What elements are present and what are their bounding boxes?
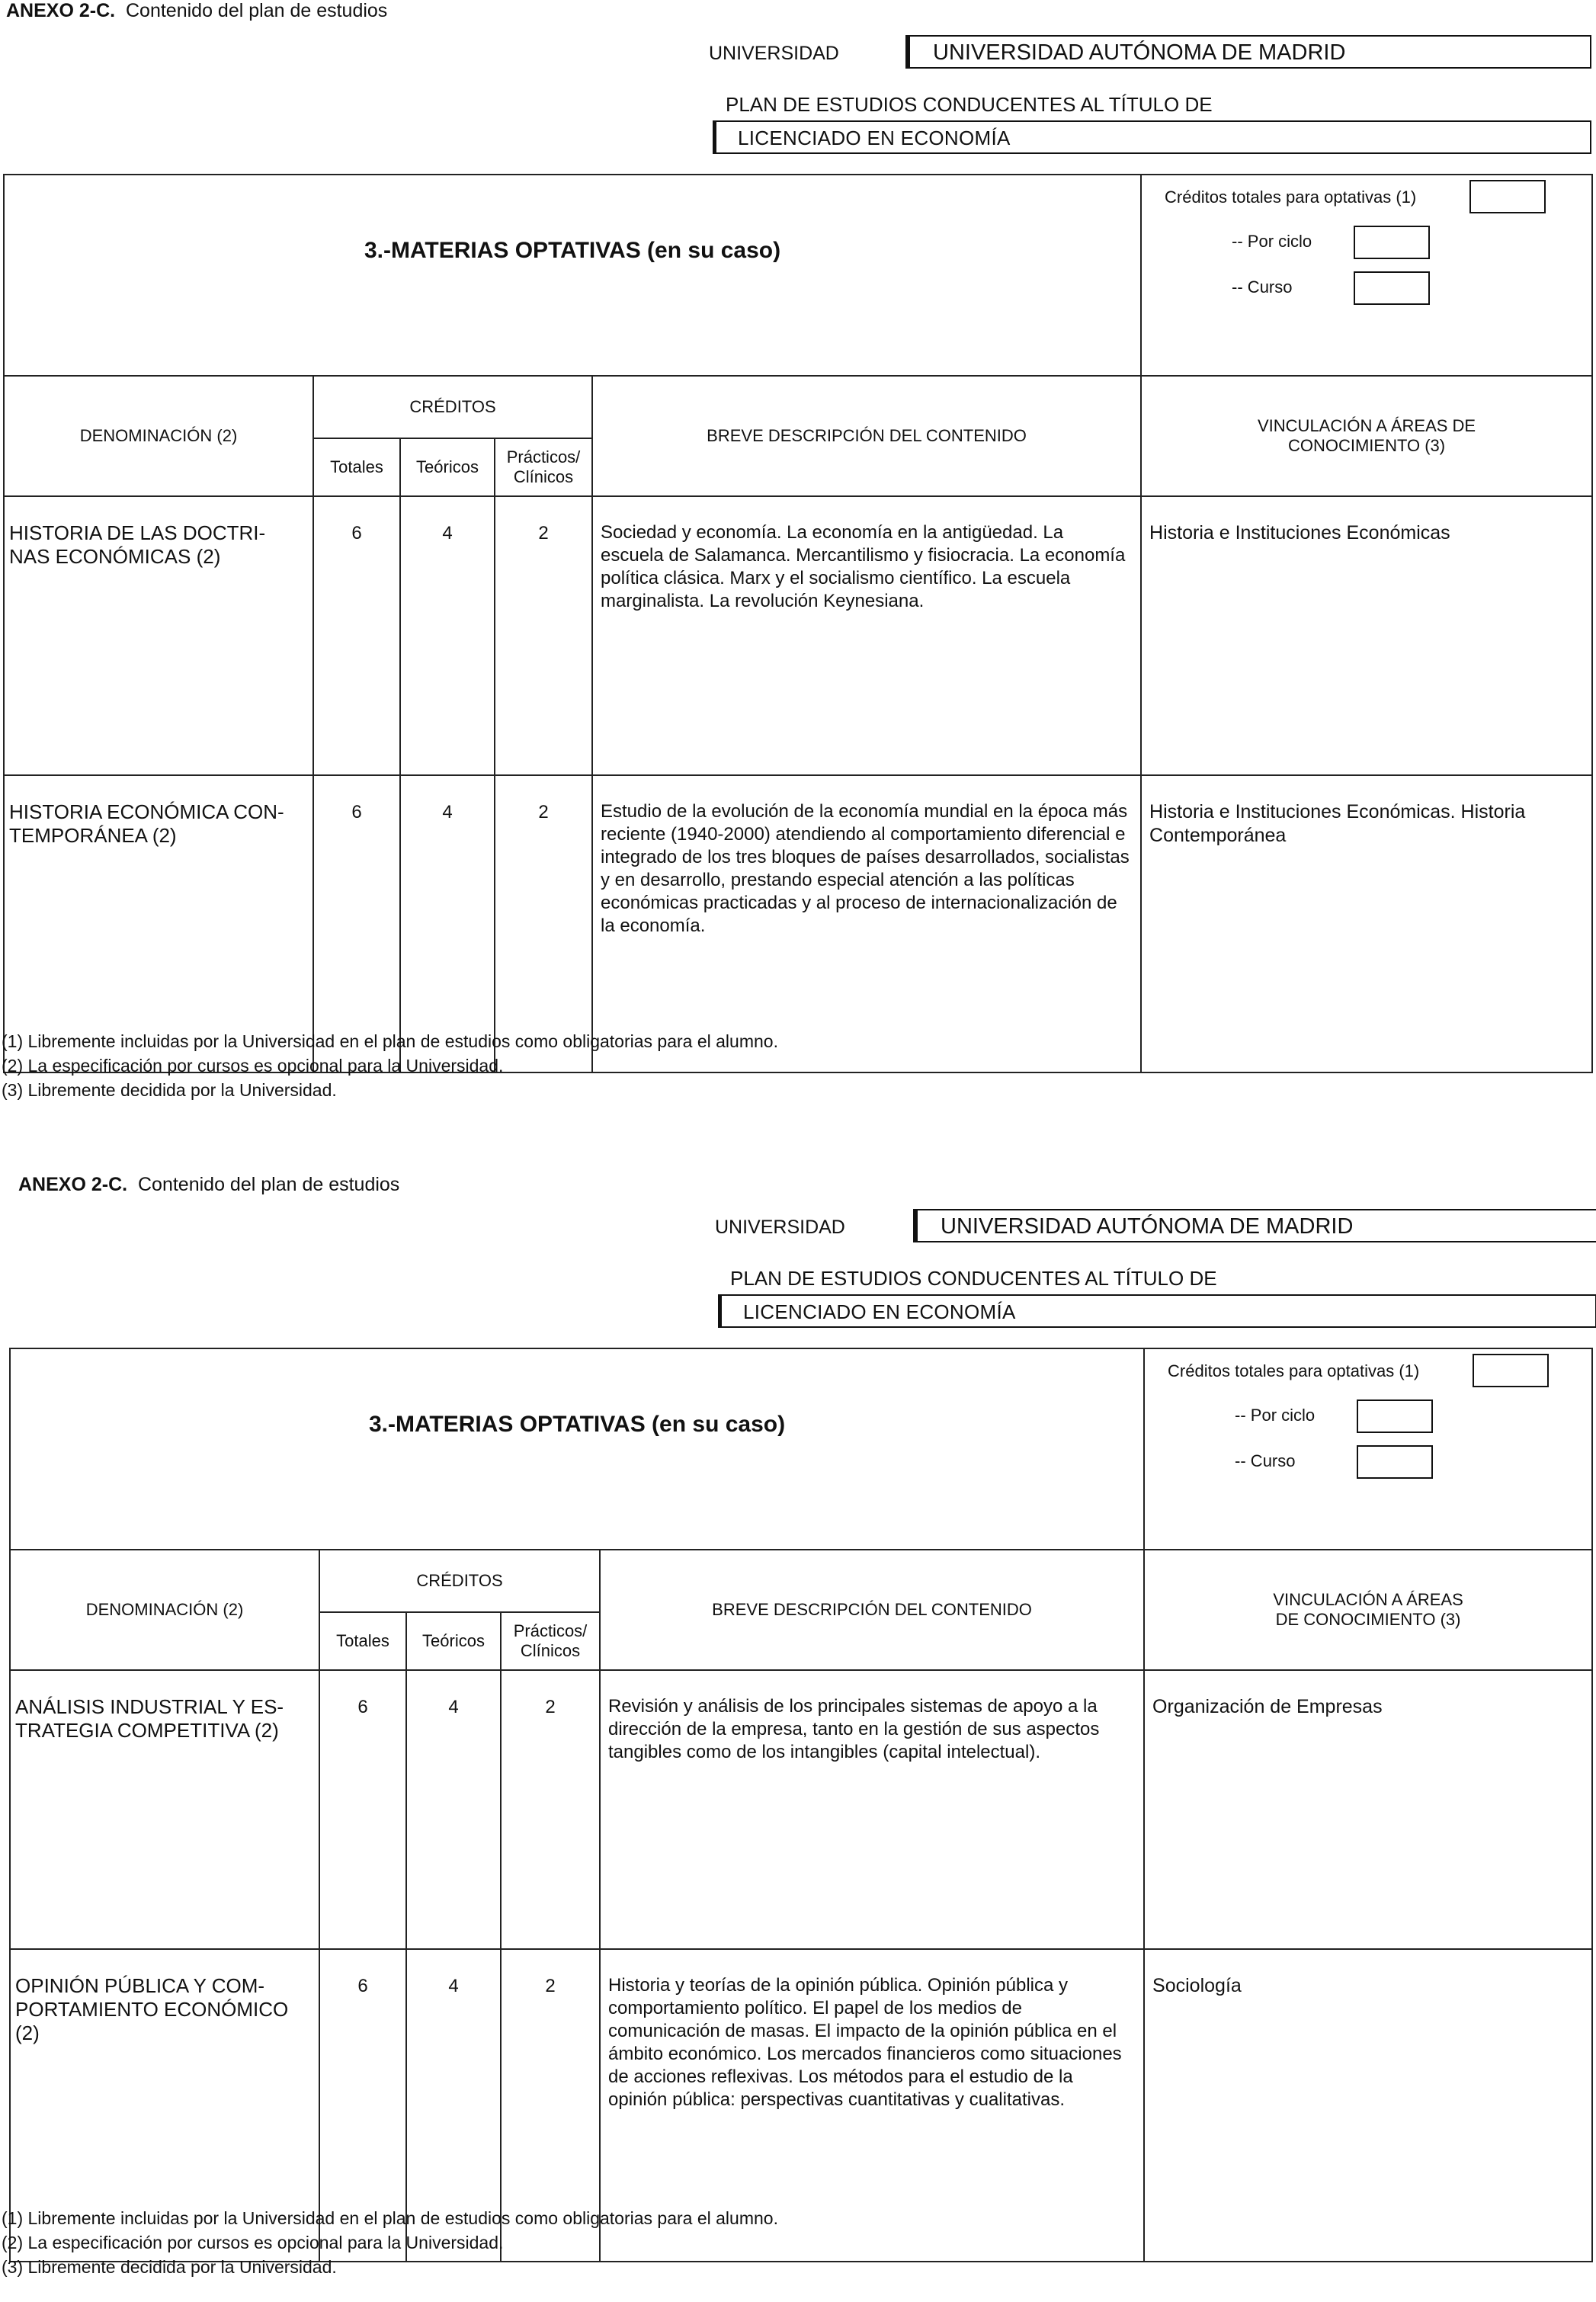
col-totales: Totales xyxy=(313,438,400,496)
materias-table xyxy=(3,174,1593,1073)
col-denominacion: DENOMINACIÓN (2) xyxy=(4,376,313,496)
section-title: 3.-MATERIAS OPTATIVAS (en su caso) xyxy=(10,1348,1144,1550)
vinculacion-cell: Sociología xyxy=(1144,1949,1592,2262)
creditos-totales-box xyxy=(1469,180,1546,213)
anexo-heading: ANEXO 2-C. Contenido del plan de estudios xyxy=(18,1174,400,1195)
table-row xyxy=(10,1670,1592,1949)
footnote: (1) Libremente incluidas por la Universidad en el plan de estudios como obligatorias para el alumno. xyxy=(2,2208,778,2228)
page-2 xyxy=(0,1174,1596,2302)
col-vinculacion: VINCULACIÓN A ÁREAS DE CONOCIMIENTO (3) xyxy=(1141,376,1592,496)
vinculacion-cell: Historia e Instituciones Económicas xyxy=(1141,496,1592,775)
plan-label: PLAN DE ESTUDIOS CONDUCENTES AL TÍTULO DE xyxy=(730,1267,1217,1290)
footnote: (3) Libremente decidida por la Universidad. xyxy=(2,1080,337,1100)
descripcion-cell: Sociedad y economía. La economía en la antigüedad. La escuela de Salamanca. Mercantilismo y fisiocracia. La economía política clásica. Marx y el socialismo científico. La escuela marginalista. La revolución Keynesiana. xyxy=(592,496,1141,775)
footnote: (1) Libremente incluidas por la Universidad en el plan de estudios como obligatorias para el alumno. xyxy=(2,1031,778,1051)
por-ciclo-box xyxy=(1354,226,1430,259)
col-teoricos: Teóricos xyxy=(400,438,495,496)
creditos-totales-label: Créditos totales para optativas (1) xyxy=(1165,188,1417,207)
col-teoricos: Teóricos xyxy=(406,1612,501,1670)
universidad-value-box: UNIVERSIDAD AUTÓNOMA DE MADRID xyxy=(913,1209,1596,1242)
denominacion-cell: ANÁLISIS INDUSTRIAL Y ES-TRATEGIA COMPETITIVA (2) xyxy=(10,1670,319,1949)
universidad-label: UNIVERSIDAD xyxy=(709,43,839,64)
credit-totals-panel xyxy=(1141,175,1592,376)
universidad-value-box: UNIVERSIDAD AUTÓNOMA DE MADRID xyxy=(905,35,1591,69)
descripcion-cell: Historia y teorías de la opinión pública. Opinión pública y comportamiento político. El papel de los medios de comunicación de masas. El impacto de la opinión pública en el ámbito económico. Los mercados financieros como situaciones de acciones reflexivas. Los métodos para el estudio de la opinión pública: perspectivas cuantitativas y cualitativas. xyxy=(600,1949,1144,2262)
teoricos-cell: 4 xyxy=(400,496,495,775)
plan-label: PLAN DE ESTUDIOS CONDUCENTES AL TÍTULO DE xyxy=(726,93,1213,116)
footnote: (2) La especificación por cursos es opcional para la Universidad. xyxy=(2,1056,504,1076)
curso-box xyxy=(1357,1445,1433,1479)
col-practicos: Prácticos/ Clínicos xyxy=(501,1612,600,1670)
page-1 xyxy=(0,0,1596,1128)
col-practicos: Prácticos/ Clínicos xyxy=(495,438,592,496)
practicos-cell: 2 xyxy=(495,496,592,775)
col-creditos: CRÉDITOS xyxy=(319,1550,600,1612)
curso-box xyxy=(1354,271,1430,305)
titulo-value-box: LICENCIADO EN ECONOMÍA xyxy=(718,1294,1596,1328)
denominacion-cell: OPINIÓN PÚBLICA Y COM-PORTAMIENTO ECONÓMICO (2) xyxy=(10,1949,319,2262)
por-ciclo-label: -- Por ciclo xyxy=(1232,232,1312,251)
totales-cell: 6 xyxy=(319,1949,406,2262)
por-ciclo-label: -- Por ciclo xyxy=(1235,1406,1316,1425)
footnotes xyxy=(2,2206,778,2279)
col-descripcion: BREVE DESCRIPCIÓN DEL CONTENIDO xyxy=(592,376,1141,496)
practicos-cell: 2 xyxy=(501,1670,600,1949)
table-row xyxy=(4,775,1592,1072)
totales-cell: 6 xyxy=(313,775,400,1072)
totales-cell: 6 xyxy=(313,496,400,775)
col-creditos: CRÉDITOS xyxy=(313,376,592,438)
creditos-totales-label: Créditos totales para optativas (1) xyxy=(1168,1361,1420,1380)
vinculacion-cell: Historia e Instituciones Económicas. Historia Contemporánea xyxy=(1141,775,1592,1072)
denominacion-cell: HISTORIA DE LAS DOCTRI-NAS ECONÓMICAS (2) xyxy=(4,496,313,775)
curso-label: -- Curso xyxy=(1232,277,1293,297)
practicos-cell: 2 xyxy=(501,1949,600,2262)
vinculacion-cell: Organización de Empresas xyxy=(1144,1670,1592,1949)
col-totales: Totales xyxy=(319,1612,406,1670)
descripcion-cell: Estudio de la evolución de la economía mundial en la época más reciente (1940-2000) atendiendo al comportamiento diferencial e integrado de los tres bloques de países desarrollados, socialistas y en desarrollo, prestando especial atención a las políticas económicas practicadas y al proceso de internacionalización de la economía. xyxy=(592,775,1141,1072)
credit-totals-panel xyxy=(1144,1348,1592,1550)
col-vinculacion: VINCULACIÓN A ÁREAS DE CONOCIMIENTO (3) xyxy=(1144,1550,1592,1670)
creditos-totales-box xyxy=(1473,1354,1549,1387)
practicos-cell: 2 xyxy=(495,775,592,1072)
footnote: (3) Libremente decidida por la Universidad. xyxy=(2,2257,337,2277)
totales-cell: 6 xyxy=(319,1670,406,1949)
teoricos-cell: 4 xyxy=(406,1949,501,2262)
footnote: (2) La especificación por cursos es opcional para la Universidad. xyxy=(2,2233,504,2252)
titulo-value-box: LICENCIADO EN ECONOMÍA xyxy=(713,120,1591,154)
denominacion-cell: HISTORIA ECONÓMICA CON-TEMPORÁNEA (2) xyxy=(4,775,313,1072)
universidad-label: UNIVERSIDAD xyxy=(715,1217,845,1238)
anexo-heading: ANEXO 2-C. Contenido del plan de estudios xyxy=(6,0,388,21)
table-row xyxy=(4,496,1592,775)
descripcion-cell: Revisión y análisis de los principales sistemas de apoyo a la dirección de la empresa, tanto en la gestión de sus aspectos tangibles como de los intangibles (capital intelectual). xyxy=(600,1670,1144,1949)
por-ciclo-box xyxy=(1357,1399,1433,1433)
curso-label: -- Curso xyxy=(1235,1451,1296,1470)
section-title: 3.-MATERIAS OPTATIVAS (en su caso) xyxy=(4,175,1141,376)
col-descripcion: BREVE DESCRIPCIÓN DEL CONTENIDO xyxy=(600,1550,1144,1670)
materias-table xyxy=(9,1348,1593,2262)
footnotes xyxy=(2,1029,778,1102)
teoricos-cell: 4 xyxy=(400,775,495,1072)
col-denominacion: DENOMINACIÓN (2) xyxy=(10,1550,319,1670)
teoricos-cell: 4 xyxy=(406,1670,501,1949)
